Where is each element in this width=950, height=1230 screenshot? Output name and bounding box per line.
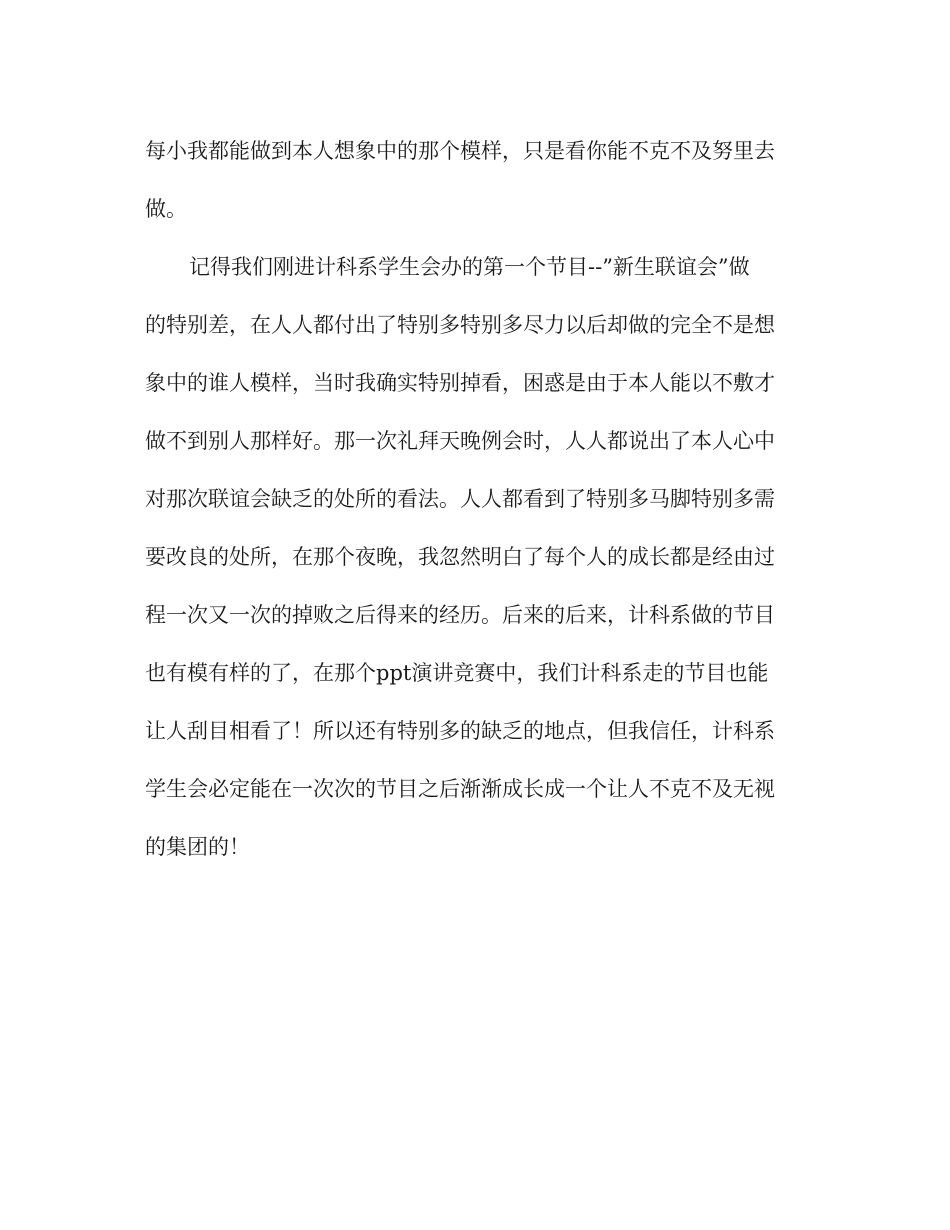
text-line: 每小我都能做到本人想象中的那个模样，只是看你能不克不及努里去 — [145, 139, 775, 163]
paragraph-2 — [145, 238, 805, 876]
text-line: 象中的谁人模样，当时我确实特别掉看，困惑是由于本人能以不敷才 — [145, 371, 775, 395]
text-line: 让人刮目相看了！所以还有特别多的缺乏的地点，但我信任，计科系 — [145, 719, 775, 743]
text-line: 也有模有样的了，在那个ppt演讲竞赛中，我们计科系走的节目也能 — [145, 661, 769, 685]
text-line: 要改良的处所，在那个夜晚，我忽然明白了每个人的成长都是经由过 — [145, 545, 775, 569]
text-line: 的特别差，在人人都付出了特别多特别多尽力以后却做的完全不是想 — [145, 313, 775, 337]
text-line: 学生会必定能在一次次的节目之后渐渐成长成一个让人不克不及无视 — [145, 777, 775, 801]
text-line: 做不到别人那样好。那一次礼拜天晚例会时，人人都说出了本人心中 — [145, 429, 775, 453]
text-line: 对那次联谊会缺乏的处所的看法。人人都看到了特别多马脚特别多需 — [145, 487, 775, 511]
text-line: 的集团的！ — [145, 835, 250, 859]
text-line: 记得我们刚进计科系学生会办的第一个节目--”新生联谊会”做 — [189, 255, 750, 279]
document-body — [145, 122, 805, 876]
paragraph-1 — [145, 122, 805, 238]
text-line: 程一次又一次的掉败之后得来的经历。后来的后来，计科系做的节目 — [145, 603, 775, 627]
text-line: 做。 — [145, 197, 187, 221]
